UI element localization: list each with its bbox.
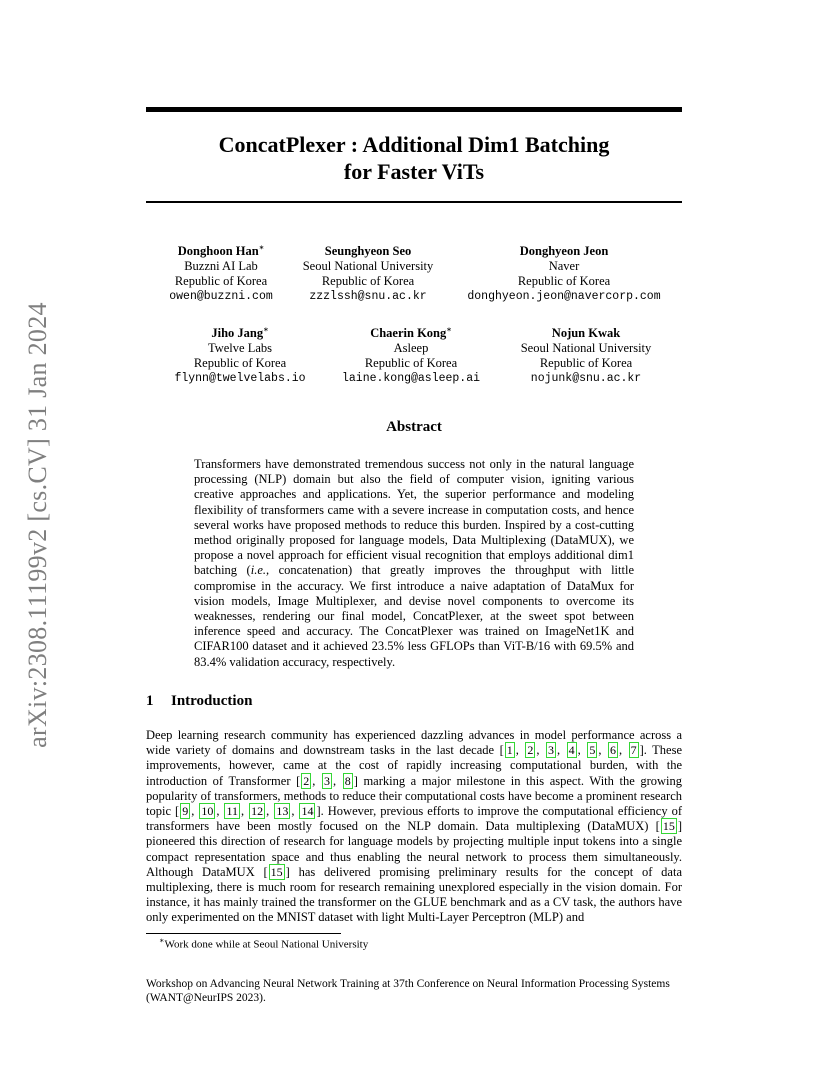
- author-country: Republic of Korea: [321, 274, 415, 289]
- venue-line-2: (WANT@NeurIPS 2023).: [146, 992, 266, 1004]
- author-country: Republic of Korea: [364, 356, 458, 371]
- title-line-2: for Faster ViTs: [343, 159, 485, 184]
- author-affiliation: Asleep: [393, 341, 429, 356]
- author-name: Nojun Kwak: [551, 326, 621, 341]
- citation-link[interactable]: 14: [301, 804, 314, 819]
- footnote: ∗Work done while at Seoul National University: [159, 936, 369, 951]
- venue-notice: [146, 977, 686, 1005]
- author-block: [467, 240, 660, 304]
- citation-link[interactable]: 1: [506, 743, 513, 758]
- section-title: Introduction: [171, 693, 253, 709]
- citation-link[interactable]: 2: [527, 743, 534, 758]
- introduction-paragraph: Deep learning research community has experienced dazzling advances in model performance across a wide variety of domains and downstream tasks in the last decade [ 1 , 2 , 3 , 4 , 5 , 6 , 7 ]. These improvements, however, came at the cost of rapidly increasing computational burden, with the introduction of Transformer [ 2 , 3 , 8 ] marking a major milestone in this aspect. With the growing popularity of transformers, methods to reduce their computational costs have become a prominent research topic [ 9 , 10 , 11 , 12 , 13 , 14 ]. However, previous efforts to improve the computational efficiency of transformers have been mostly focused on the NLP domain. Data multiplexing (DataMUX) [ 15 ] pioneered this direction of research for language models by projecting multiple input tokens into a single compact representation space and thus enabling the neural network to process them simultaneously. Although DataMUX [ 15 ] has delivered promising preliminary results for the concept of data multiplexing, there is much room for research remaining unexplored especially in the vision domain. For instance, it has mainly trained the transformer on the GLUE benchmark and as a CV task, the authors have only experimented on the MNIST dataset with light Multi-Layer Perceptron (MLP) and: [146, 728, 683, 925]
- citation-link[interactable]: 13: [276, 804, 289, 819]
- author-affiliation: Seoul National University: [520, 341, 652, 356]
- author-country: Republic of Korea: [193, 356, 287, 371]
- author-affiliation: Twelve Labs: [207, 341, 273, 356]
- citation-link[interactable]: 5: [589, 743, 596, 758]
- author-block: [521, 322, 652, 386]
- author-name: Seunghyeon Seo: [324, 244, 412, 259]
- section-number: 1: [146, 693, 154, 709]
- author-email: laine.kong@asleep.ai: [341, 372, 481, 386]
- citation-link[interactable]: 3: [323, 773, 330, 788]
- author-name: Chaerin Kong∗: [370, 325, 452, 341]
- citation-link[interactable]: 8: [344, 773, 351, 788]
- citation-link[interactable]: 3: [548, 743, 555, 758]
- arxiv-identifier: arXiv:2308.11199v2 [cs.CV] 31 Jan 2024: [23, 302, 52, 748]
- citation-link[interactable]: 11: [226, 804, 239, 819]
- venue-line-1: Workshop on Advancing Neural Network Training at 37th Conference on Neural Information Processing Systems: [146, 978, 670, 990]
- author-email: zzzlssh@snu.ac.kr: [309, 290, 427, 304]
- citation-link[interactable]: 4: [568, 743, 575, 758]
- abstract-text: Transformers have demonstrated tremendous success not only in the natural language processing (NLP) domain but also the field of computer vision, igniting various creative approaches and applications. Yet, the superior performance and modeling flexibility of transformers came with a severe increase in computation costs, and hence several works have proposed methods to reduce this burden. Inspired by a cost-cutting method originally proposed for language models, Data Multiplexing (DataMUX), we propose a novel approach for efficient visual recognition that employs additional dim1 batching (i.e., concatenation) that greatly improves the throughput with little compromise in the accuracy. We first introduce a naive adaptation of DataMux for vision models, Image Multiplexer, and devise novel components to overcome its weaknesses, rendering our final model, ConcatPlexer, at the sweet spot between inference speed and accuracy. The ConcatPlexer was trained on ImageNet1K and CIFAR100 dataset and it achieved 23.5% less GFLOPs than ViT-B/16 with 69.5% and 83.4% validation accuracy, respectively.: [194, 457, 634, 669]
- author-block: [174, 322, 305, 386]
- author-block: [342, 322, 480, 386]
- author-affiliation: Buzzni AI Lab: [184, 259, 258, 274]
- author-country: Republic of Korea: [517, 274, 611, 289]
- title-bottom-rule: [146, 201, 682, 203]
- citation-link[interactable]: 10: [201, 804, 214, 819]
- author-block: [169, 240, 273, 304]
- author-country: Republic of Korea: [174, 274, 268, 289]
- title-line-1: ConcatPlexer : Additional Dim1 Batching: [218, 132, 610, 157]
- author-name: Jiho Jang∗: [211, 325, 269, 341]
- author-affiliation: Seoul National University: [302, 259, 434, 274]
- paper-title: [146, 131, 682, 185]
- footnote-rule: [146, 933, 341, 934]
- citation-link[interactable]: 15: [662, 819, 675, 834]
- author-email: flynn@twelvelabs.io: [174, 372, 306, 386]
- citation-link[interactable]: 12: [251, 804, 264, 819]
- citation-link[interactable]: 7: [630, 743, 637, 758]
- author-email: nojunk@snu.ac.kr: [530, 372, 642, 386]
- citation-link[interactable]: 2: [303, 773, 310, 788]
- citation-link[interactable]: 9: [182, 804, 189, 819]
- title-top-rule: [146, 107, 682, 112]
- author-name: Donghoon Han∗: [177, 243, 265, 259]
- citation-link[interactable]: 6: [609, 743, 616, 758]
- author-email: owen@buzzni.com: [169, 290, 273, 304]
- abstract-heading: Abstract: [386, 419, 442, 435]
- author-affiliation: Naver: [548, 259, 580, 274]
- author-country: Republic of Korea: [539, 356, 633, 371]
- author-name: Donghyeon Jeon: [519, 244, 609, 259]
- author-email: donghyeon.jeon@navercorp.com: [467, 290, 661, 304]
- citation-link[interactable]: 15: [270, 864, 283, 879]
- section-heading: [146, 693, 252, 710]
- author-block: [303, 240, 434, 304]
